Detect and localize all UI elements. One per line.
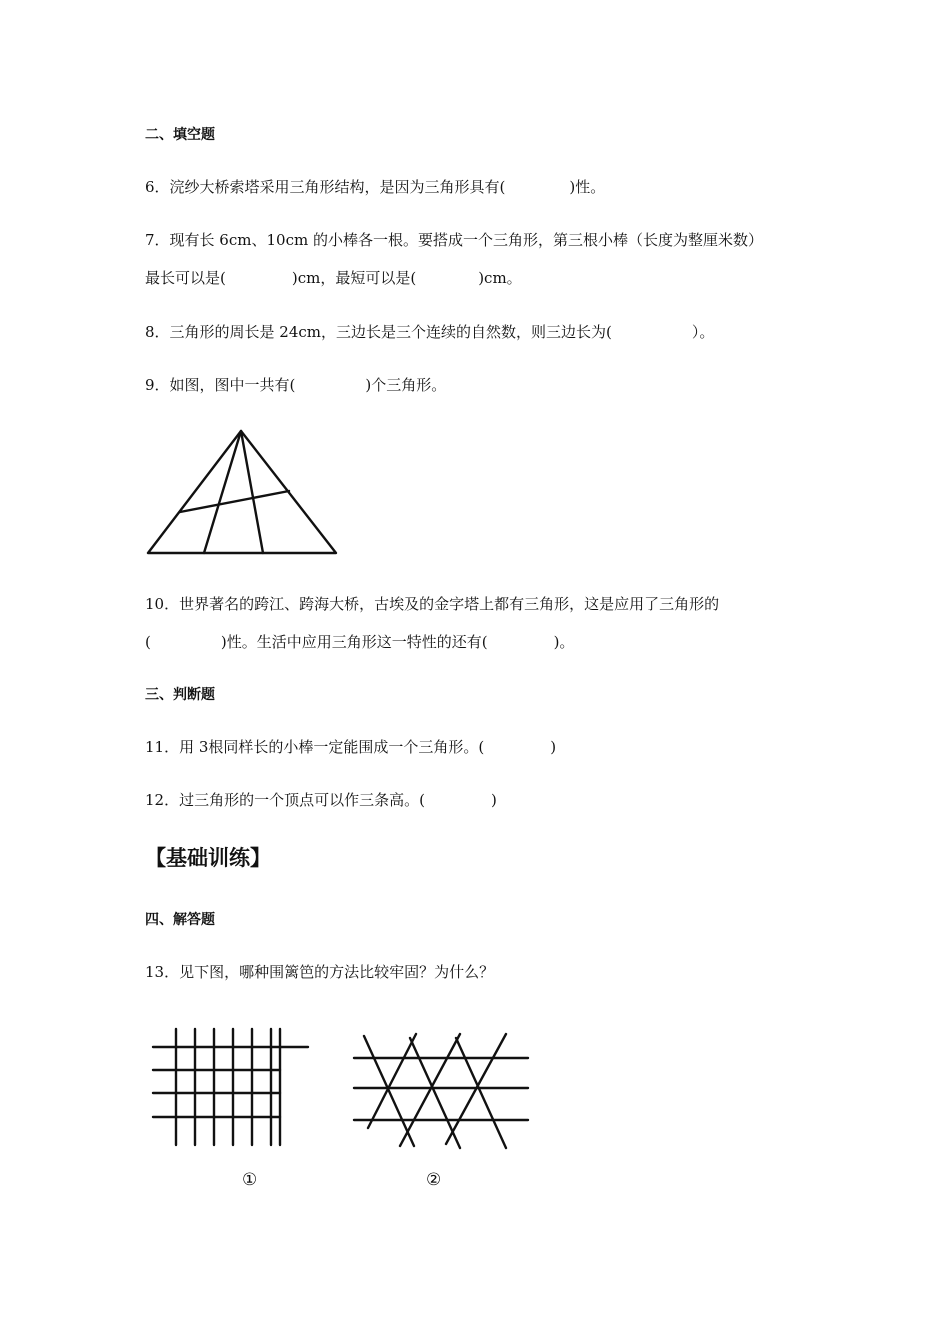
question-8 (145, 322, 714, 342)
q7-text-b: )cm，最短可以是( (291, 269, 417, 287)
q10-text-b: )性。生活中应用三角形这一特性的还有( (220, 633, 488, 651)
q10-text-c: )。 (553, 633, 575, 651)
q10-text-a: ( (145, 633, 151, 651)
training-title: 【基础训练】 (145, 846, 271, 870)
question-10-line-1: 10．世界著名的跨江、跨海大桥，古埃及的金字塔上都有三角形，这是应用了三角形的 (145, 595, 720, 613)
q11-text-b: ) (550, 738, 557, 756)
q6-text-b: )性。 (569, 178, 606, 196)
triangle-figure (140, 425, 345, 560)
q8-text-b: ）。 (691, 323, 715, 341)
question-6 (145, 177, 605, 197)
q12-text-b: ) (490, 791, 497, 809)
q8-text-a: 8．三角形的周长是 24cm，三边长是三个连续的自然数，则三边长为( (145, 323, 612, 341)
cevian-right (241, 431, 263, 553)
outer-triangle (148, 431, 336, 553)
q7-text-a: 最长可以是( (145, 269, 226, 287)
crossing-line (180, 491, 289, 512)
question-7-line-1: 7．现有长 6cm、10cm 的小棒各一根。要搭成一个三角形，第三根小棒（长度为整厘米数） (145, 231, 763, 249)
fence-triangle-figure (350, 1030, 535, 1155)
question-10-line-2 (145, 632, 574, 652)
q9-text-a: 9．如图，图中一共有( (145, 376, 296, 394)
question-11 (145, 737, 556, 757)
section-heading-true-false: 三、判断题 (145, 687, 215, 703)
q12-text-a: 12．过三角形的一个顶点可以作三条高。( (145, 791, 425, 809)
section-heading-fill-blank: 二、填空题 (145, 127, 215, 143)
question-13: 13．见下图，哪种围篱笆的方法比较牢固？为什么？ (145, 963, 495, 981)
q9-text-b: )个三角形。 (365, 376, 447, 394)
fence-grid-figure (148, 1025, 313, 1150)
figure-caption-1: ① (242, 1170, 258, 1190)
q7-text-c: )cm。 (478, 269, 522, 287)
q11-text-a: 11．用 3根同样长的小棒一定能围成一个三角形。( (145, 738, 485, 756)
cevian-left (204, 431, 241, 553)
question-9 (145, 375, 446, 395)
q6-text-a: 6．浣纱大桥索塔采用三角形结构，是因为三角形具有( (145, 178, 506, 196)
figure-caption-2: ② (426, 1170, 442, 1190)
question-12 (145, 790, 497, 810)
question-7-line-2 (145, 268, 522, 288)
section-heading-answer: 四、解答题 (145, 912, 215, 928)
